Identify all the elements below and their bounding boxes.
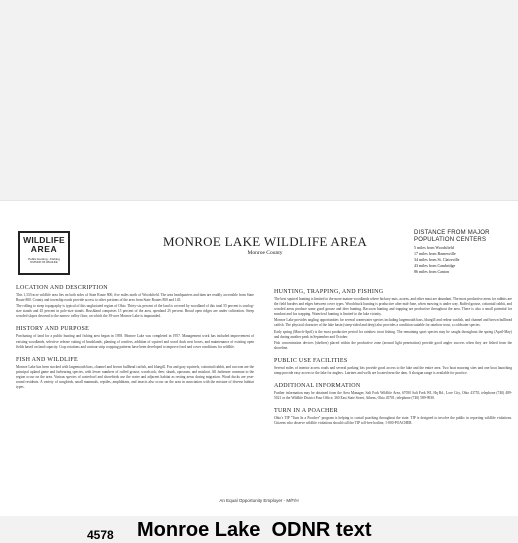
page-subtitle: Monroe County	[247, 250, 283, 256]
section-heading: HISTORY AND PURPOSE	[16, 326, 90, 333]
logo-line-4: DIVISION OF WILDLIFE	[30, 261, 58, 264]
blank-top-area	[0, 0, 518, 200]
section-heading: HUNTING, TRAPPING, AND FISHING	[274, 289, 384, 295]
distance-title-line-2: POPULATION CENTERS	[414, 236, 487, 243]
section-location	[16, 285, 254, 319]
distance-panel	[414, 230, 514, 275]
distance-item: 34 miles from St. Clairsville	[414, 257, 460, 262]
section-history	[16, 326, 254, 349]
section-paragraph: Monroe Lake has been stocked with largemouth bass, channel and brown bullhead catfish, and bluegill. Fox and gray squirrels, cottontail rabbit, and raccoon are the principal upland game and furbearing species, with lesser numbers of ruffed grouse, woodcock, deer, skunk, opossum, and muskrat. All furbearer common to the region occur on the area. Various species of waterfowl and shorebirds use the water and adjacent habitat as resting areas during migration. Wood ducks are year-round residents. A variety of songbirds, small mammals, reptiles, amphibians, and insects also occur on the area in association with the mixture of diverse habitat types.	[16, 364, 254, 390]
section-additional-info	[274, 383, 512, 401]
distance-list	[414, 245, 514, 275]
wildlife-area-logo	[18, 231, 70, 275]
distance-title-line-1: DISTANCE FROM MAJOR	[414, 230, 490, 236]
section-heading: LOCATION AND DESCRIPTION	[16, 285, 108, 291]
left-column	[16, 285, 254, 397]
footer-caption	[0, 516, 518, 543]
distance-item: 86 miles from Canton	[414, 268, 449, 274]
footer-title: Monroe Lake ODNR text	[137, 519, 372, 541]
section-paragraph: This 1,333-acre wildlife area lies on both sides of State Route 800, five miles north of Woodsfield. The area headquarters and dam are readily accessible from State Route 800. County and township roads provide access to other portions of the area from State Routes 800 and 145.	[16, 293, 254, 303]
distance-item: 17 miles from Barnesville	[414, 251, 456, 257]
section-heading: FISH AND WILDLIFE	[16, 356, 78, 363]
section-heading: PUBLIC USE FACILITIES	[274, 357, 348, 364]
section-fish-wildlife	[16, 357, 254, 390]
section-paragraph: Several miles of interior access roads and several parking lots provide good access to the lake and the entire area. Two boat mooring sites and one boat launching ramp provide easy access to the lake for anglers. Latrines and wells are located near the dam. A shotgun range is available for practice.	[274, 365, 512, 376]
section-paragraph: The best squirrel hunting is limited to the more mature woodlands where hickory nuts, acorns, and other mast are abundant. The most productive areas for rabbits are the field borders and edges between cover types. Woodchuck hunting is productive after mid-June, when mowing is under way. Ruffed grouse, cottontail rabbit, and wooded areas produce some good grouse and deer hunting. Raccoon hunting and trapping are productive throughout the area. There is also a small potential for muskrat and fox trapping. Waterfowl hunting is limited to the lake vicinity.	[274, 297, 512, 317]
page-title: MONROE LAKE WILDLIFE AREA	[162, 234, 368, 249]
section-paragraph: Fish concentration devices (shelters) placed within the productive zone (around light penetration) provide good angler success when they are fished from the shoreline.	[274, 340, 512, 350]
equal-opportunity-note: An Equal Opportunity Employer - M/F/H	[219, 498, 299, 503]
section-paragraph: The rolling to steep topography is typical of this unglaciated region of Ohio. Thirty-six percent of the land is covered by woodland of this total 55 percent is sawlog-size stands and 45 percent in pole-size stands. Brushland comprises 15 percent of the area, openland 25 percent. Broad open ridges are under cultivation. Steep wooded slopes descend to the narrow valley floor, on which the 39-acre Monroe Lake is impounded.	[16, 304, 254, 319]
section-heading: TURN IN A POACHER	[274, 408, 338, 415]
distance-item: 5 miles from Woodsfield	[414, 245, 454, 251]
right-column	[274, 289, 512, 434]
section-paragraph: Further information may be obtained from the Area Manager, Salt Fork Wildlife Area, 67050 Salt Fork WL Hq Rd., Lore City, Ohio 43755, telephone (740) 489-5021 or the Wildlife District Four Office, 360 East State Street, Athens, Ohio 45701; telephone (740) 589-9930.	[274, 391, 512, 401]
logo-line-1: WILDLIFE	[23, 235, 65, 245]
section-hunting	[274, 289, 512, 351]
section-public-use	[274, 358, 512, 376]
distance-item: 43 miles from Cambridge	[414, 262, 456, 268]
section-paragraph: Monroe Lake provides angling opportunities for several warmwater species including largemouth bass, bluegill and redear sunfish, and channel and brown bullhead catfish. The physical character of the lake basin (steep-sided and deep) also provides a condition suitable for rainbow trout, a coldwater species.	[274, 318, 512, 328]
logo-line-3: Public Hunting - Fishing	[28, 257, 60, 261]
logo-line-2: AREA	[30, 244, 58, 254]
section-heading: ADDITIONAL INFORMATION	[274, 383, 361, 390]
section-paragraph: Purchasing of land for a public hunting and fishing area began in 1958. Monroe Lake was completed in 1957. Management work has included improvement of existing woodlands, selective release cutting of brushlands, planting of conifers, addition of squirrel and wood duck nest boxes, and maintenance of existing open fields based on land capacity. Crop rotations and contour strip cropping patterns have been developed to improve food and cover conditions for wildlife.	[16, 334, 254, 349]
section-paragraph: Early spring (March-April) is the most productive period for rainbow trout fishing. The remaining sport species may be caught throughout the spring (April-May) and during another peak in September and October.	[274, 329, 512, 339]
section-paragraph: Ohio's TIP "Turn In a Poacher" program is helping to curtail poaching throughout the state. TIP is designed to involve the public in reporting wildlife violations. Citizens who observe wildlife violations should call the TIP toll-free hotline, 1-800-POACHER.	[274, 416, 512, 426]
section-turn-in-poacher	[274, 408, 512, 426]
footer-number: 4578	[87, 528, 114, 542]
document-sheet	[0, 200, 518, 516]
